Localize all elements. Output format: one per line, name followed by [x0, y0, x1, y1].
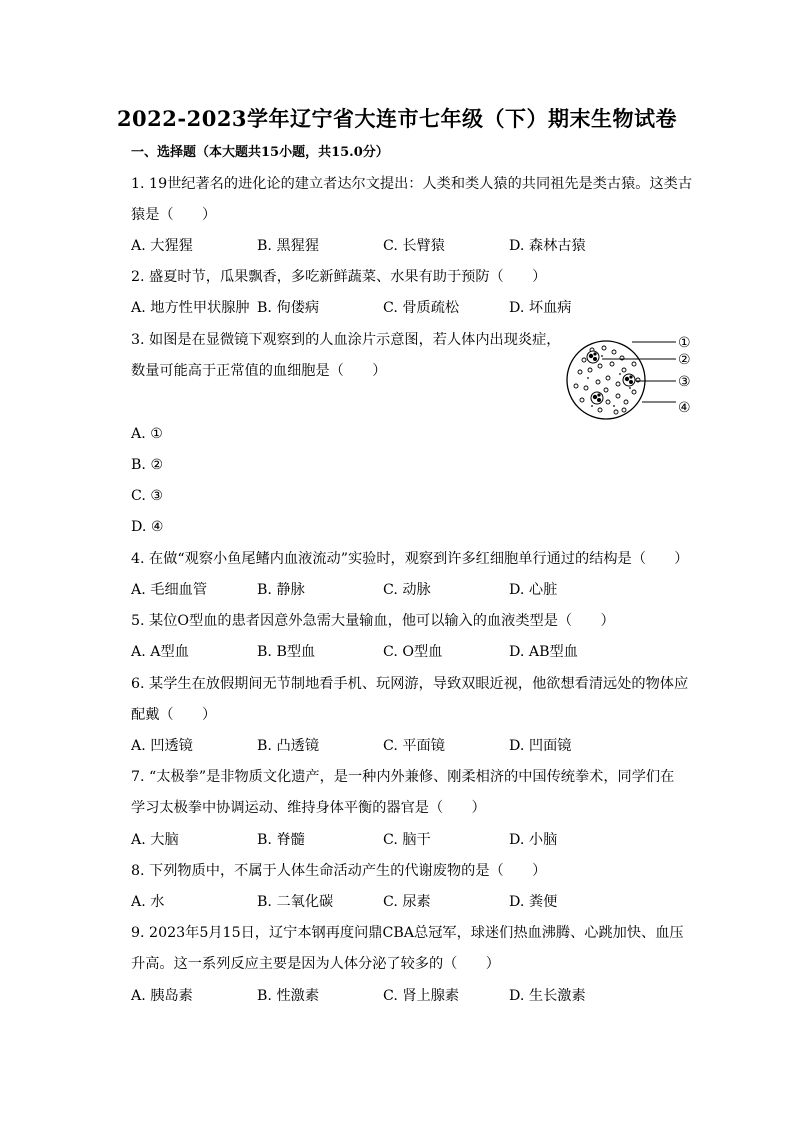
- question-8-option-c: C. 尿素: [383, 894, 431, 910]
- question-3-option-d: D. ④: [131, 519, 164, 535]
- question-7-option-a: A. 大脑: [131, 832, 179, 848]
- question-7-option-c: C. 脑干: [383, 832, 431, 848]
- question-8-stem-line-1: 8. 下列物质中，不属于人体生命活动产生的代谢废物的是（ ）: [131, 863, 547, 879]
- question-9-option-b: B. 性激素: [257, 988, 320, 1004]
- question-8-option-d: D. 粪便: [509, 894, 558, 910]
- question-1-stem-line-1: 1. 19世纪著名的进化论的建立者达尔文提出：人类和类人猿的共同祖先是类古猿。这类古: [131, 176, 693, 192]
- question-8-option-a: A. 水: [131, 894, 165, 910]
- figure-label-3: ③: [678, 374, 691, 390]
- question-5-option-d: D. AB型血: [509, 644, 578, 660]
- question-5-stem-line-1: 5. 某位O型血的患者因意外急需大量输血，他可以输入的血液类型是（ ）: [131, 613, 615, 629]
- question-3-stem-line-1: 3. 如图是在显微镜下观察到的人血涂片示意图，若人体内出现炎症，: [131, 332, 561, 348]
- question-4-option-c: C. 动脉: [383, 582, 431, 598]
- question-6-option-b: B. 凸透镜: [257, 738, 320, 754]
- question-6-option-a: A. 凹透镜: [131, 738, 193, 754]
- question-2-option-c: C. 骨质疏松: [383, 300, 460, 316]
- question-8-option-b: B. 二氧化碳: [257, 894, 334, 910]
- question-3-stem-line-2: 数量可能高于正常值的血细胞是（ ）: [131, 363, 387, 379]
- question-3-option-b: B. ②: [131, 457, 164, 473]
- question-2-option-a: A. 地方性甲状腺肿: [131, 300, 250, 316]
- question-4-option-b: B. 静脉: [257, 582, 305, 598]
- question-2-option-b: B. 佝偻病: [257, 300, 320, 316]
- question-9-stem-line-2: 升高。这一系列反应主要是因为人体分泌了较多的（ ）: [131, 956, 500, 972]
- figure-label-1: ①: [678, 335, 691, 351]
- question-6-stem-line-2: 配戴（ ）: [131, 707, 217, 723]
- question-6-option-c: C. 平面镜: [383, 738, 445, 754]
- blood-smear-figure: [562, 330, 702, 430]
- section-heading: 一、选择题（本大题共15小题，共15.0分）: [131, 145, 389, 160]
- question-2-option-d: D. 坏血病: [509, 300, 572, 316]
- question-1-option-c: C. 长臂猿: [383, 238, 445, 254]
- question-3-option-a: A. ①: [131, 426, 163, 442]
- question-5-option-b: B. B型血: [257, 644, 316, 660]
- question-4-option-d: D. 心脏: [509, 582, 558, 598]
- question-7-option-b: B. 脊髓: [257, 832, 305, 848]
- question-9-stem-line-1: 9. 2023年5月15日，辽宁本钢再度问鼎CBA总冠军，球迷们热血沸腾、心跳加快、血压: [131, 925, 684, 941]
- question-5-option-c: C. O型血: [383, 644, 443, 660]
- question-1-option-d: D. 森林古猿: [509, 238, 586, 254]
- question-1-stem-line-2: 猿是（ ）: [131, 207, 217, 223]
- question-1-option-a: A. 大猩猩: [131, 238, 193, 254]
- question-9-option-c: C. 肾上腺素: [383, 988, 460, 1004]
- page-title: 2022-2023学年辽宁省大连市七年级（下）期末生物试卷: [116, 106, 678, 131]
- question-3-option-c: C. ③: [131, 488, 164, 504]
- figure-label-4: ④: [678, 400, 691, 416]
- question-7-option-d: D. 小脑: [509, 832, 558, 848]
- question-9-option-a: A. 胰岛素: [131, 988, 193, 1004]
- question-6-stem-line-1: 6. 某学生在放假期间无节制地看手机、玩网游，导致双眼近视，他欲想看清远处的物体应: [131, 676, 689, 692]
- question-4-option-a: A. 毛细血管: [131, 582, 208, 598]
- question-4-stem-line-1: 4. 在做“观察小鱼尾鳍内血液流动”实验时，观察到许多红细胞单行通过的结构是（ ）: [131, 551, 689, 567]
- question-6-option-d: D. 凹面镜: [509, 738, 572, 754]
- question-7-stem-line-1: 7. “太极拳”是非物质文化遗产，是一种内外兼修、刚柔相济的中国传统拳术，同学们在: [131, 769, 675, 785]
- question-7-stem-line-2: 学习太极拳中协调运动、维持身体平衡的器官是（ ）: [131, 800, 486, 816]
- question-2-stem-line-1: 2. 盛夏时节，瓜果飘香，多吃新鲜蔬菜、水果有助于预防（ ）: [131, 269, 547, 285]
- figure-label-2: ②: [678, 352, 691, 368]
- question-5-option-a: A. A型血: [131, 644, 189, 660]
- question-1-option-b: B. 黑猩猩: [257, 238, 320, 254]
- question-9-option-d: D. 生长激素: [509, 988, 586, 1004]
